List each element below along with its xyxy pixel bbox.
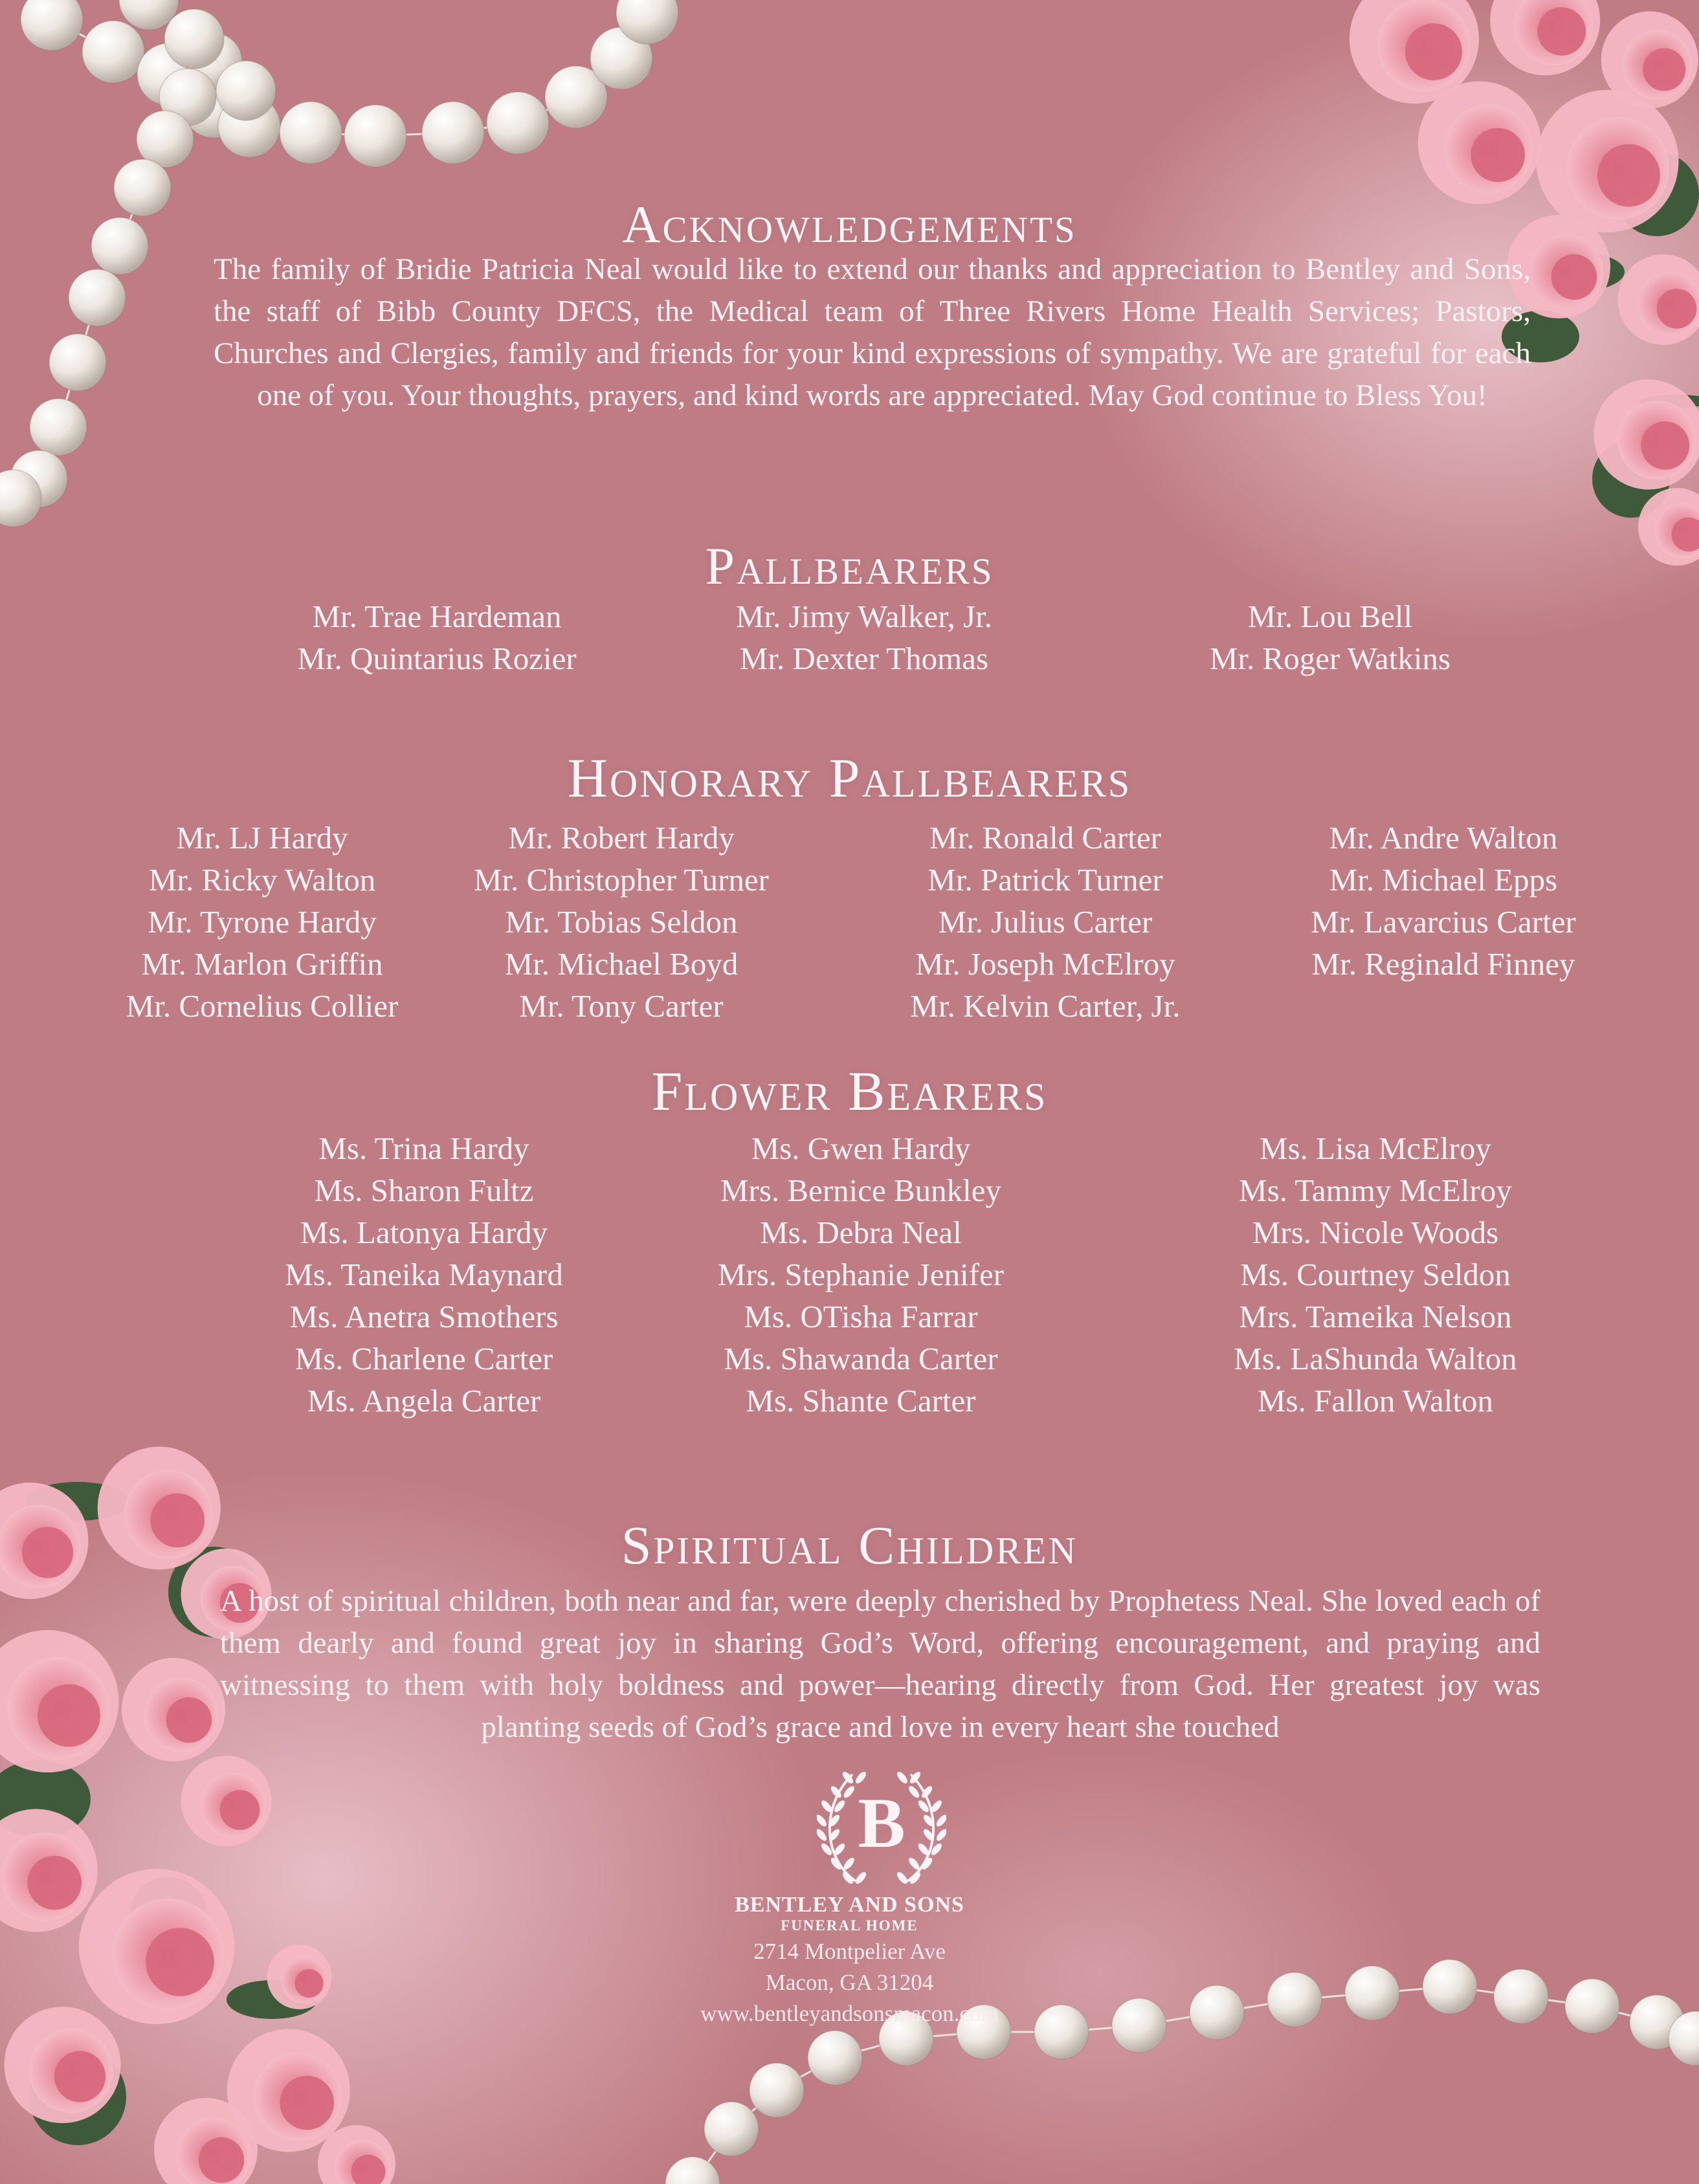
list-item: Ms. Taneika Maynard [285,1257,563,1292]
laurel-leaf [935,1813,946,1828]
list-item: Mr. Jimy Walker, Jr. [735,599,993,634]
website-link[interactable]: www.bentleyandsonsmacon.com [700,2001,999,2026]
rose-petal [1537,7,1586,56]
flower-bearers-column-1 [259,1127,589,1422]
rose-petal [1471,128,1525,182]
list-item: Mr. Andre Walton [1329,820,1558,855]
list-item: Mr. Tony Carter [519,988,724,1024]
list-item: Mrs. Stephanie Jenifer [717,1257,1005,1292]
address-line-2: Macon, GA 31204 [765,1970,934,1995]
pearl [30,399,87,456]
pallbearers-title: Pallbearers [705,536,994,595]
funeral-home-logo [817,1761,946,1897]
list-item: Ms. Gwen Hardy [751,1131,971,1166]
list-item: Mr. Ronald Carter [929,820,1161,855]
rose-petal [1405,23,1462,80]
flower-bearers-title: Flower Bearers [651,1060,1048,1122]
pallbearers-column-3 [1165,595,1495,679]
rose-petal [1643,49,1685,91]
laurel-leaf [841,1770,855,1785]
list-item: Ms. Charlene Carter [294,1341,553,1376]
pearl [216,61,276,120]
logo-letter: B [858,1783,905,1862]
list-item: Mr. Marlon Griffin [141,946,383,982]
pearl [49,334,106,391]
list-item: Mr. LJ Hardy [176,820,348,855]
honorary-pallbearers-column-2 [453,817,790,1027]
laurel-leaf [817,1813,828,1828]
rose-petal [54,2051,105,2102]
rose-petal [1551,254,1597,300]
laurel-leaf [817,1827,828,1842]
list-item: Mr. Joseph McElroy [915,946,1175,982]
list-item: Mr. Tyrone Hardy [148,904,377,940]
acknowledgements-text: The family of Bridie Patricia Neal would like to extend our thanks and appreciation to Bentley and Sons, the staff of Bibb County DFCS, the Medical team of Three Rivers Home Health Services; Pastors, Churches and Clergies, family and friends for your kind expressions of sympathy. We are grateful for each one of you. Your thoughts, prayers, and kind words are appreciated. May God continue to Bless You! [214,252,1531,412]
acknowledgements-title: Acknowledgements [622,195,1077,254]
list-item: Mr. Patrick Turner [927,862,1163,898]
rose-petal [199,2137,244,2183]
list-item: Ms. Latonya Hardy [300,1215,548,1250]
list-item: Ms. Shawanda Carter [724,1341,998,1376]
laurel-leaf [842,1785,856,1800]
list-item: Mr. Trae Hardeman [312,599,562,634]
laurel-leaf [907,1785,921,1800]
list-item: Ms. Courtney Seldon [1240,1257,1511,1292]
honorary-pallbearers-column-1 [100,817,424,1027]
list-item: Mr. Roger Watkins [1209,641,1451,676]
pearl [808,2031,862,2085]
pearl [21,0,83,50]
pearl [344,105,406,167]
pearl [82,21,144,83]
pearl [164,9,224,69]
list-item: Ms. Debra Neal [760,1215,962,1250]
pearl [750,2063,804,2117]
flower-bearers-column-3 [1204,1127,1547,1422]
list-item: Mr. Kelvin Carter, Jr. [910,988,1181,1024]
pearl [69,269,126,326]
list-item: Ms. Fallon Walton [1257,1383,1494,1418]
list-item: Ms. Angela Carter [307,1383,541,1418]
list-item: Ms. Tammy McElroy [1239,1173,1512,1208]
list-item: Mr. Christopher Turner [473,862,769,898]
list-item: Mr. Lavarcius Carter [1311,904,1576,940]
honorary-pallbearers-column-4 [1275,817,1612,985]
pallbearers-column-1 [272,595,602,679]
pallbearers-column-2 [699,595,1029,679]
list-item: Mr. Robert Hardy [508,820,735,855]
rose-petal [1641,421,1689,470]
rose-petal [38,1684,100,1747]
spiritual-children-title: Spiritual Children [621,1516,1078,1576]
list-item: Ms. Sharon Fultz [314,1173,534,1208]
laurel-leaf [895,1870,909,1885]
list-item: Mr. Michael Epps [1329,862,1558,898]
pearl [665,2157,720,2184]
honorary-pallbearers-column-3 [877,817,1214,1027]
spiritual-children-text: A host of spiritual children, both near and far, were deeply cherished by Prophetess Neal. She loved each of them dearly and found great joy in sharing God’s Word, offering encouragement, and praying and witnessing to them with holy boldness and power—hearing directly from God. Her greatest joy was planting seeds of God’s grace and love in every heart she touched [220,1584,1540,1744]
rose-petal [280,2076,334,2130]
list-item: Mrs. Bernice Bunkley [720,1173,1002,1208]
pearl [280,102,342,164]
rose-petal [1657,289,1697,329]
pearl [704,2102,759,2156]
flower-bearers-column-2 [689,1127,1032,1422]
list-item: Ms. LaShunda Walton [1234,1341,1517,1376]
list-item: Mr. Julius Carter [938,904,1153,940]
laurel-leaf [854,1870,868,1885]
address-line-1: 2714 Montpelier Ave [753,1939,946,1964]
list-item: Mr. Ricky Walton [148,862,376,898]
list-item: Mr. Quintarius Rozier [297,641,577,676]
laurel-leaf [935,1827,946,1842]
pearl [422,102,484,164]
list-item: Ms. Shante Carter [746,1383,976,1418]
list-item: Mr. Cornelius Collier [126,988,399,1024]
list-item: Ms. Lisa McElroy [1260,1131,1491,1166]
honorary-pallbearers-title: Honorary Pallbearers [567,747,1132,809]
list-item: Mr. Reginald Finney [1311,946,1575,982]
list-item: Mr. Dexter Thomas [739,641,989,676]
list-item: Ms. OTisha Farrar [744,1299,978,1334]
list-item: Mr. Tobias Seldon [505,904,738,940]
rose-petal [166,1697,212,1743]
pearl [487,92,549,154]
list-item: Mrs. Tameika Nelson [1239,1299,1512,1334]
list-item: Mrs. Nicole Woods [1252,1215,1499,1250]
list-item: Ms. Anetra Smothers [289,1299,559,1334]
list-item: Mr. Michael Boyd [504,946,738,982]
list-item: Mr. Lou Bell [1247,599,1413,634]
rose-petal [220,1790,260,1830]
funeral-home-name: BENTLEY AND SONS [735,1893,964,1917]
laurel-leaf [908,1770,922,1785]
funeral-home-subtitle: FUNERAL HOME [781,1917,918,1934]
list-item: Ms. Trina Hardy [318,1131,529,1166]
